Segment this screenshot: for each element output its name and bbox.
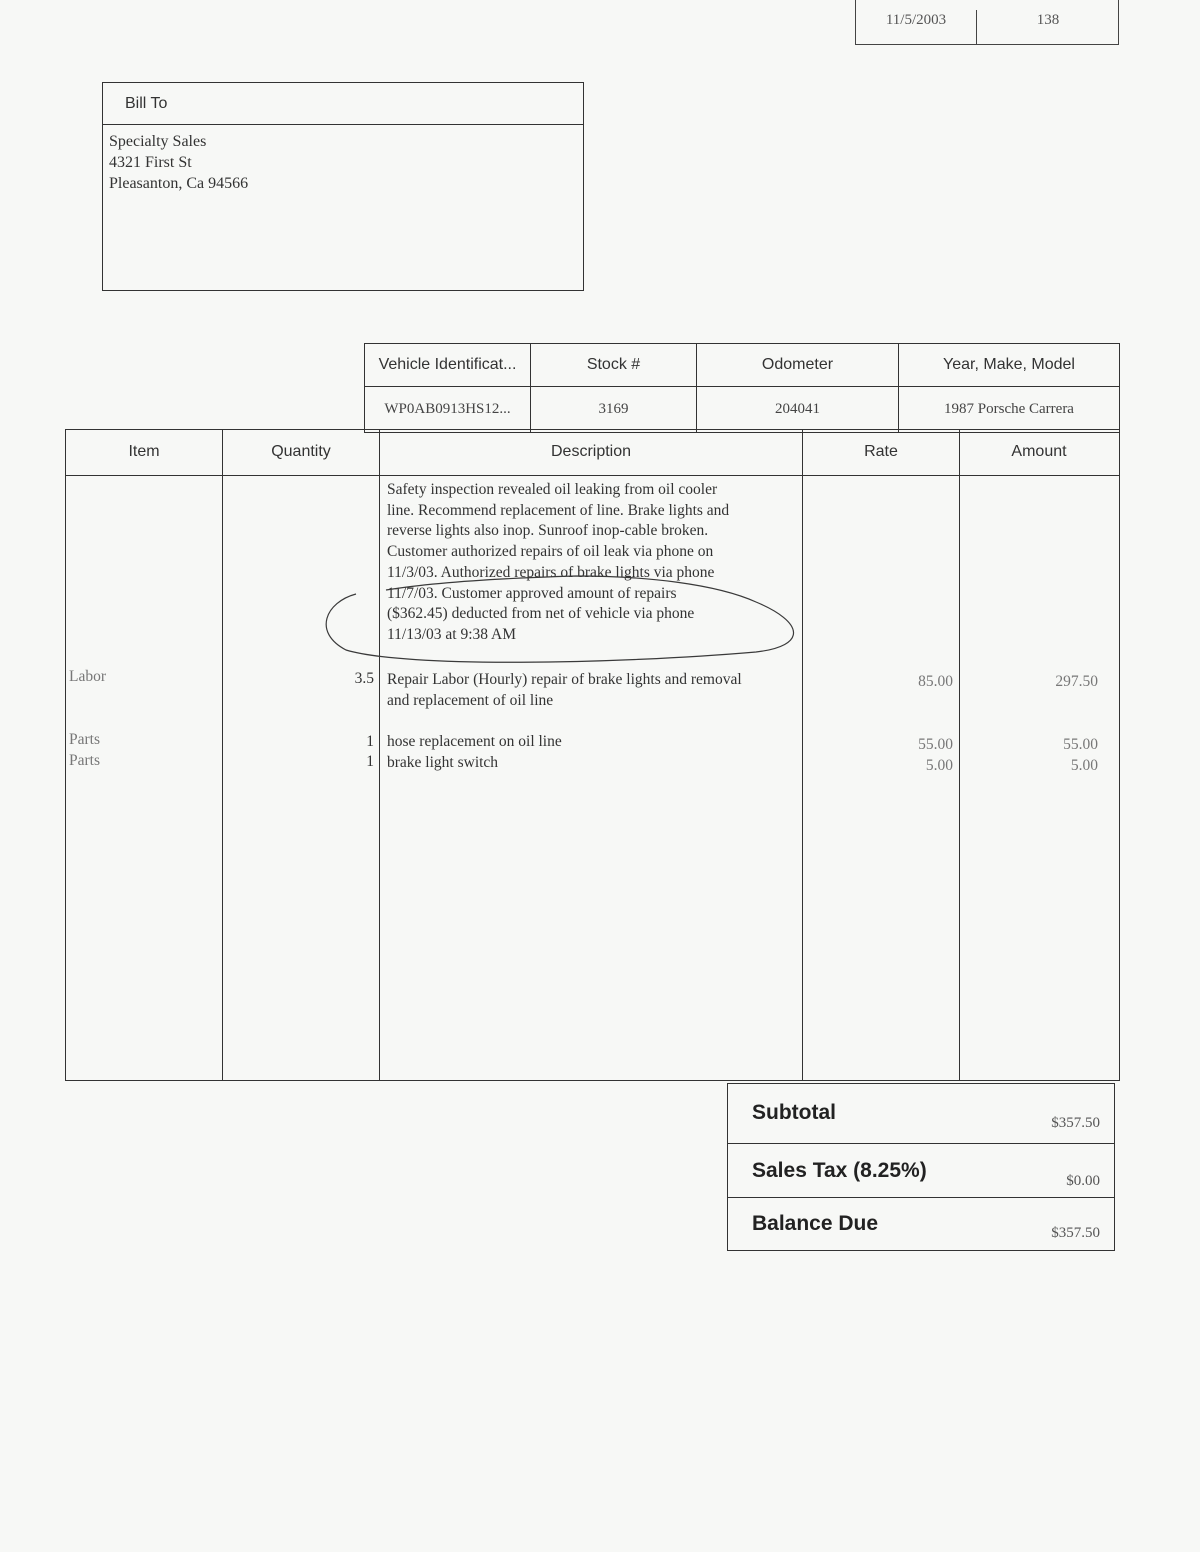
amount-cell: 55.00 — [1063, 736, 1098, 753]
header-rate: Rate — [864, 443, 898, 460]
note-line: 11/7/03. Customer approved amount of repairs — [387, 584, 677, 602]
balance-due-label: Balance Due — [752, 1212, 879, 1235]
vehicle-header-model: Year, Make, Model — [943, 356, 1075, 373]
header-item: Item — [128, 443, 160, 460]
sales-tax-value: $0.00 — [1066, 1173, 1100, 1189]
quantity-cell: 1 — [366, 733, 374, 750]
item-cell: Labor — [69, 668, 107, 685]
description-line: brake light switch — [387, 754, 499, 771]
amount-cell: 297.50 — [1055, 673, 1098, 690]
invoice-info-box — [855, 0, 1119, 45]
divider — [365, 386, 1119, 387]
quantity-cell: 3.5 — [354, 670, 374, 687]
note-line: Safety inspection revealed oil leaking from oil cooler — [387, 481, 718, 498]
sales-tax-label: Sales Tax (8.25%) — [752, 1159, 927, 1182]
divider — [728, 1143, 1114, 1144]
description-cell — [387, 670, 799, 711]
amount-cell: 5.00 — [1070, 757, 1098, 774]
subtotal-label: Subtotal — [752, 1101, 836, 1124]
divider — [66, 475, 1119, 476]
vehicle-header-odometer: Odometer — [761, 356, 834, 373]
vehicle-odometer: 204041 — [775, 401, 820, 417]
note-line: line. Recommend replacement of line. Brake lights and — [387, 501, 730, 519]
address-line: Specialty Sales — [109, 133, 207, 150]
vehicle-table — [364, 343, 1120, 433]
description-line: hose replacement on oil line — [387, 733, 562, 750]
item-cell: Parts — [69, 731, 100, 748]
bill-to-box — [102, 82, 584, 291]
subtotal-value: $357.50 — [1051, 1115, 1100, 1131]
totals-box — [727, 1083, 1115, 1251]
rate-cell: 5.00 — [925, 757, 953, 774]
vehicle-stock: 3169 — [598, 401, 629, 417]
description-line: Repair Labor (Hourly) repair of brake lights and removal — [387, 671, 742, 688]
description-cell — [387, 753, 799, 774]
bill-to-header — [103, 83, 583, 125]
vehicle-header-vin: Vehicle Identificat... — [378, 356, 517, 373]
rate-cell: 55.00 — [918, 736, 953, 753]
note-line: ($362.45) deducted from net of vehicle via phone — [387, 605, 695, 623]
note-line: reverse lights also inop. Sunroof inop-cable broken. — [387, 522, 709, 540]
divider — [379, 430, 380, 1080]
header-amount: Amount — [1011, 443, 1067, 460]
balance-due-value: $357.50 — [1051, 1225, 1100, 1241]
item-cell: Parts — [69, 752, 100, 769]
header-description: Description — [550, 443, 632, 460]
invoice-number: 138 — [1036, 12, 1060, 28]
note-line: 11/13/03 at 9:38 AM — [387, 625, 517, 643]
description-line: and replacement of oil line — [387, 691, 554, 709]
bill-to-address — [109, 131, 248, 194]
divider — [976, 10, 977, 44]
invoice-date: 11/5/2003 — [885, 12, 947, 28]
address-line: Pleasanton, Ca 94566 — [109, 175, 249, 192]
bill-to-label: Bill To — [125, 95, 168, 112]
vehicle-vin: WP0AB0913HS12... — [384, 401, 511, 417]
vehicle-header-stock: Stock # — [586, 356, 641, 373]
divider — [728, 1197, 1114, 1198]
address-line: 4321 First St — [109, 154, 192, 171]
vehicle-model: 1987 Porsche Carrera — [944, 401, 1074, 417]
items-table — [65, 429, 1120, 1081]
rate-cell: 85.00 — [918, 673, 953, 690]
handwritten-circle-mark — [316, 572, 806, 667]
note-line: 11/3/03. Authorized repairs of brake lights via phone — [387, 563, 715, 581]
description-cell — [387, 732, 799, 753]
quantity-cell: 1 — [366, 753, 374, 770]
header-quantity: Quantity — [271, 443, 331, 460]
note-line: Customer authorized repairs of oil leak via phone on — [387, 543, 714, 561]
